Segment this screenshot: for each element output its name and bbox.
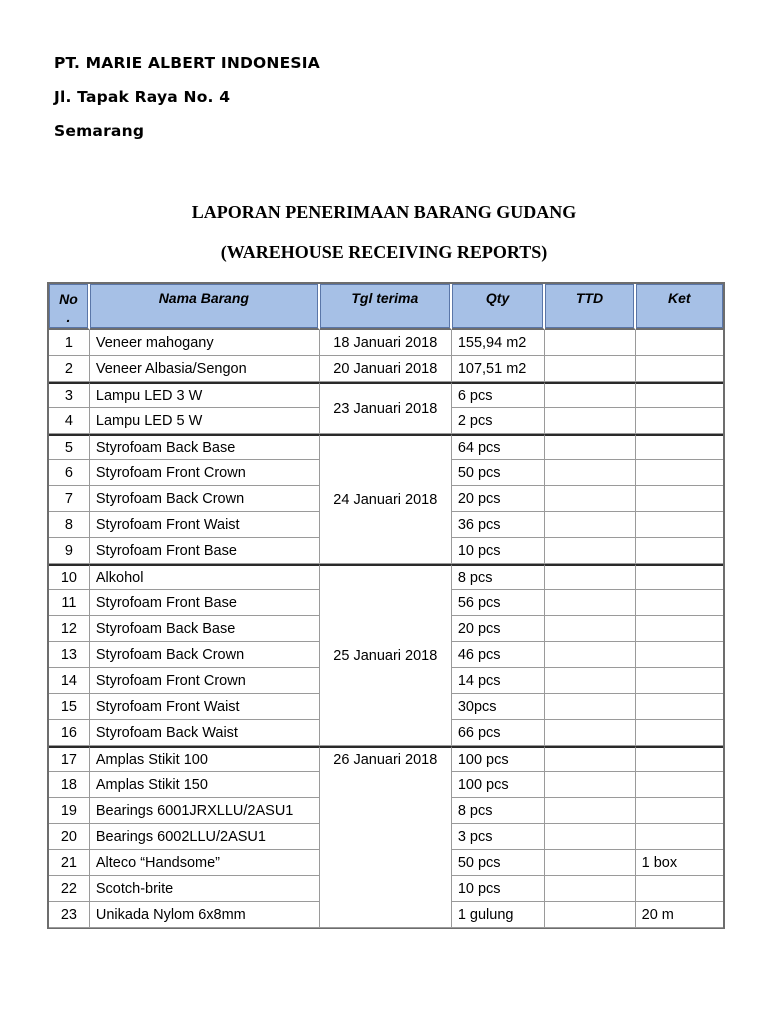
cell-qty: 56 pcs — [452, 590, 546, 616]
cell-ket — [636, 876, 723, 902]
cell-qty: 14 pcs — [452, 668, 546, 694]
cell-qty: 100 pcs — [452, 772, 546, 798]
table-row — [49, 382, 723, 408]
cell-qty: 8 pcs — [452, 798, 546, 824]
cell-nama-barang: Styrofoam Back Base — [90, 616, 320, 642]
cell-nama-barang: Bearings 6001JRXLLU/2ASU1 — [90, 798, 320, 824]
report-title: LAPORAN PENERIMAAN BARANG GUDANG — [191, 202, 577, 222]
cell-ket — [636, 356, 723, 382]
cell-ttd — [545, 772, 635, 798]
cell-no: 13 — [49, 642, 90, 668]
cell-ket — [636, 668, 723, 694]
cell-ttd — [545, 356, 635, 382]
cell-no: 17 — [49, 746, 90, 772]
cell-no: 20 — [49, 824, 90, 850]
cell-ttd — [545, 512, 635, 538]
cell-no: 23 — [49, 902, 90, 928]
cell-no: 8 — [49, 512, 90, 538]
cell-qty: 64 pcs — [452, 434, 546, 460]
cell-nama-barang: Lampu LED 5 W — [90, 408, 320, 434]
cell-nama-barang: Amplas Stikit 150 — [90, 772, 320, 798]
cell-no: 19 — [49, 798, 90, 824]
table-row — [49, 564, 723, 590]
cell-tgl-terima: 24 Januari 2018 — [320, 434, 452, 564]
cell-qty: 36 pcs — [452, 512, 546, 538]
cell-ttd — [545, 434, 635, 460]
cell-ttd — [545, 408, 635, 434]
cell-tgl-terima: 23 Januari 2018 — [320, 382, 452, 434]
cell-qty: 50 pcs — [452, 460, 546, 486]
cell-no: 3 — [49, 382, 90, 408]
cell-nama-barang: Alteco “Handsome” — [90, 850, 320, 876]
cell-ket: 1 box — [636, 850, 723, 876]
cell-ttd — [545, 902, 635, 928]
cell-no: 22 — [49, 876, 90, 902]
cell-no: 18 — [49, 772, 90, 798]
cell-no: 11 — [49, 590, 90, 616]
company-name: PT. MARIE ALBERT INDONESIA — [54, 54, 320, 72]
cell-ttd — [545, 746, 635, 772]
cell-no: 5 — [49, 434, 90, 460]
cell-ttd — [545, 668, 635, 694]
cell-ttd — [545, 694, 635, 720]
cell-ket — [636, 694, 723, 720]
cell-ttd — [545, 590, 635, 616]
cell-ttd — [545, 824, 635, 850]
company-address: Jl. Tapak Raya No. 4 — [54, 88, 231, 106]
cell-ket — [636, 720, 723, 746]
cell-ket — [636, 772, 723, 798]
cell-qty: 20 pcs — [452, 486, 546, 512]
cell-no: 7 — [49, 486, 90, 512]
cell-nama-barang: Bearings 6002LLU/2ASU1 — [90, 824, 320, 850]
cell-no: 10 — [49, 564, 90, 590]
cell-tgl-terima: 26 Januari 2018 — [320, 746, 452, 928]
cell-no: 14 — [49, 668, 90, 694]
cell-ket — [636, 486, 723, 512]
table-body — [49, 330, 723, 928]
cell-nama-barang: Styrofoam Front Crown — [90, 668, 320, 694]
cell-qty: 50 pcs — [452, 850, 546, 876]
cell-qty: 10 pcs — [452, 876, 546, 902]
cell-qty: 100 pcs — [452, 746, 546, 772]
table-row — [49, 434, 723, 460]
cell-qty: 20 pcs — [452, 616, 546, 642]
cell-qty: 66 pcs — [452, 720, 546, 746]
cell-no: 12 — [49, 616, 90, 642]
cell-ttd — [545, 460, 635, 486]
cell-qty: 46 pcs — [452, 642, 546, 668]
cell-ttd — [545, 486, 635, 512]
cell-no: 2 — [49, 356, 90, 382]
cell-nama-barang: Amplas Stikit 100 — [90, 746, 320, 772]
cell-nama-barang: Styrofoam Front Waist — [90, 512, 320, 538]
cell-qty: 30pcs — [452, 694, 546, 720]
cell-qty: 10 pcs — [452, 538, 546, 564]
cell-ttd — [545, 876, 635, 902]
cell-no: 6 — [49, 460, 90, 486]
cell-tgl-terima: 18 Januari 2018 — [320, 330, 452, 356]
cell-qty: 6 pcs — [452, 382, 546, 408]
cell-ttd — [545, 330, 635, 356]
cell-ket — [636, 798, 723, 824]
cell-ttd — [545, 642, 635, 668]
cell-ket — [636, 616, 723, 642]
cell-qty: 155,94 m2 — [452, 330, 546, 356]
cell-ttd — [545, 720, 635, 746]
cell-nama-barang: Alkohol — [90, 564, 320, 590]
cell-no: 16 — [49, 720, 90, 746]
company-header — [54, 46, 320, 148]
cell-ket — [636, 642, 723, 668]
col-header-ket: Ket — [636, 284, 723, 330]
cell-nama-barang: Styrofoam Front Base — [90, 590, 320, 616]
cell-ttd — [545, 382, 635, 408]
cell-ttd — [545, 538, 635, 564]
cell-ket — [636, 408, 723, 434]
cell-qty: 107,51 m2 — [452, 356, 546, 382]
cell-nama-barang: Lampu LED 3 W — [90, 382, 320, 408]
cell-nama-barang: Styrofoam Back Waist — [90, 720, 320, 746]
cell-nama-barang: Scotch-brite — [90, 876, 320, 902]
company-city: Semarang — [54, 122, 145, 140]
col-header-tgl-terima: Tgl terima — [320, 284, 452, 330]
cell-ket — [636, 590, 723, 616]
cell-nama-barang: Styrofoam Back Crown — [90, 642, 320, 668]
cell-no: 9 — [49, 538, 90, 564]
cell-tgl-terima: 20 Januari 2018 — [320, 356, 452, 382]
cell-ket — [636, 382, 723, 408]
cell-nama-barang: Styrofoam Front Waist — [90, 694, 320, 720]
cell-ket — [636, 538, 723, 564]
receiving-table — [47, 282, 725, 929]
cell-ttd — [545, 850, 635, 876]
cell-ttd — [545, 564, 635, 590]
cell-ttd — [545, 798, 635, 824]
cell-ttd — [545, 616, 635, 642]
cell-nama-barang: Veneer Albasia/Sengon — [90, 356, 320, 382]
col-header-nama-barang: Nama Barang — [90, 284, 320, 330]
col-header-ttd: TTD — [545, 284, 635, 330]
cell-ket — [636, 434, 723, 460]
col-header-no: No . — [49, 284, 90, 330]
cell-ket — [636, 512, 723, 538]
cell-qty: 3 pcs — [452, 824, 546, 850]
cell-qty: 8 pcs — [452, 564, 546, 590]
cell-nama-barang: Veneer mahogany — [90, 330, 320, 356]
cell-no: 1 — [49, 330, 90, 356]
cell-qty: 1 gulung — [452, 902, 546, 928]
cell-ket — [636, 746, 723, 772]
cell-nama-barang: Styrofoam Front Crown — [90, 460, 320, 486]
table-header-row — [49, 284, 723, 330]
table-row — [49, 746, 723, 772]
cell-no: 4 — [49, 408, 90, 434]
col-header-qty: Qty — [452, 284, 546, 330]
cell-ket — [636, 564, 723, 590]
cell-qty: 2 pcs — [452, 408, 546, 434]
cell-ket: 20 m — [636, 902, 723, 928]
table-row — [49, 330, 723, 356]
cell-nama-barang: Styrofoam Back Crown — [90, 486, 320, 512]
report-subtitle: (WAREHOUSE RECEIVING REPORTS) — [220, 242, 548, 262]
cell-tgl-terima: 25 Januari 2018 — [320, 564, 452, 746]
cell-ket — [636, 824, 723, 850]
cell-no: 21 — [49, 850, 90, 876]
cell-ket — [636, 460, 723, 486]
cell-ket — [636, 330, 723, 356]
cell-nama-barang: Unikada Nylom 6x8mm — [90, 902, 320, 928]
cell-no: 15 — [49, 694, 90, 720]
table-row — [49, 356, 723, 382]
cell-nama-barang: Styrofoam Front Base — [90, 538, 320, 564]
cell-nama-barang: Styrofoam Back Base — [90, 434, 320, 460]
